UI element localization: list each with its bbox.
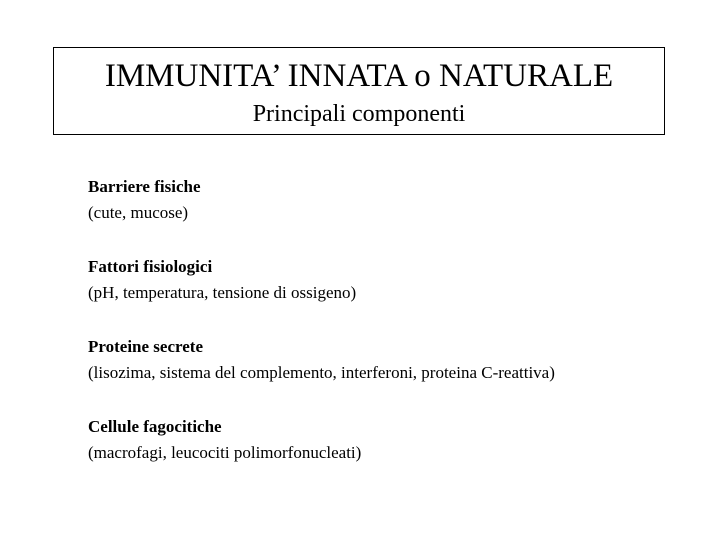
list-item bbox=[88, 174, 688, 226]
component-detail: (lisozima, sistema del complemento, interferoni, proteina C-reattiva) bbox=[88, 363, 555, 382]
list-item bbox=[88, 254, 688, 306]
components-list bbox=[88, 174, 688, 494]
component-detail: (pH, temperatura, tensione di ossigeno) bbox=[88, 283, 357, 302]
component-detail: (macrofagi, leucociti polimorfonucleati) bbox=[88, 443, 362, 462]
component-name: Barriere fisiche bbox=[88, 177, 201, 196]
page-title: IMMUNITA’ INNATA o NATURALE bbox=[104, 58, 614, 94]
component-name: Fattori fisiologici bbox=[88, 257, 213, 276]
list-item bbox=[88, 334, 688, 386]
title-box bbox=[53, 47, 665, 135]
component-name: Cellule fagocitiche bbox=[88, 417, 222, 436]
list-item bbox=[88, 414, 688, 466]
component-name: Proteine secrete bbox=[88, 337, 203, 356]
component-detail: (cute, mucose) bbox=[88, 203, 189, 222]
page-subtitle: Principali componenti bbox=[252, 101, 466, 127]
